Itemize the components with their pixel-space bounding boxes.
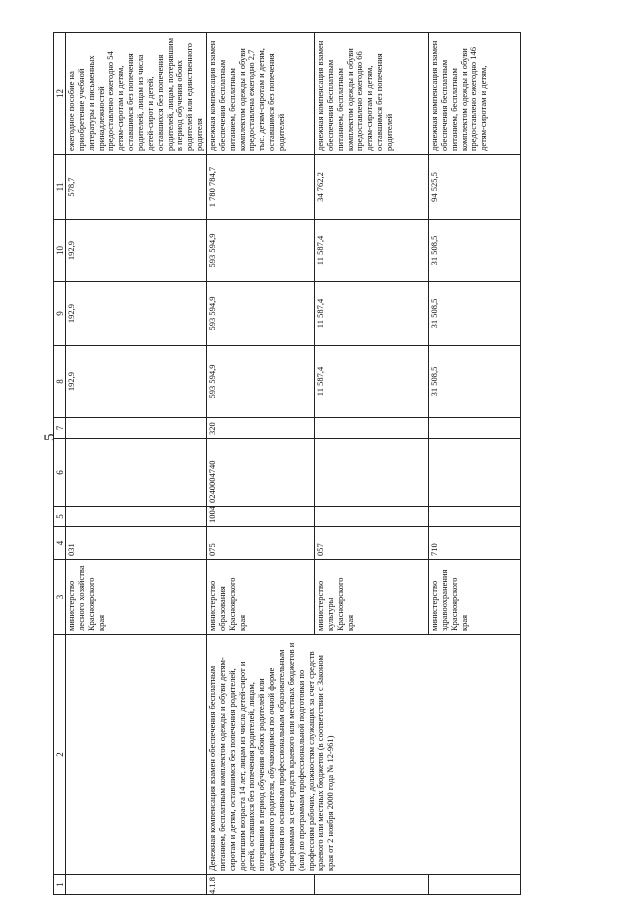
ministry-cell: министерство здравоохранения Красноярского края (429, 560, 521, 635)
grbs-cell: 710 (429, 527, 521, 560)
ministry-cell: министерство образования Красноярского края (207, 560, 315, 635)
header-cell: 6 (54, 439, 66, 507)
value-cell: 11 587,4 (315, 346, 429, 418)
result-cell: денежная компенсация взамен обеспечения бесплатным питанием, бесплатным комплектом одежды и обуви предоставлено ежегодно 146 детям-сиротам и детям, (429, 33, 521, 155)
section-cell (66, 507, 207, 527)
expense-cell (66, 418, 207, 439)
value-cell: 192,9 (66, 282, 207, 346)
header-cell: 10 (54, 220, 66, 282)
row-number-cell (429, 875, 521, 895)
header-cell: 8 (54, 346, 66, 418)
header-cell: 1 (54, 875, 66, 895)
row-number-cell (66, 875, 207, 895)
section-cell (429, 507, 521, 527)
header-cell: 5 (54, 507, 66, 527)
grbs-cell: 075 (207, 527, 315, 560)
value-cell: 31 508,5 (429, 220, 521, 282)
budget-table (53, 32, 521, 895)
target-cell (315, 439, 429, 507)
value-cell: 593 594,9 (207, 220, 315, 282)
result-cell: денежная компенсация взамен обеспечения бесплатным питанием, бесплатным комплектом одежды и обуви предоставлена ежегодно 2,7 тыс. детям-сиротам и детям, оставшимся без попечения родителей (207, 33, 315, 155)
description-cell (66, 635, 207, 875)
description-cell: Денежная компенсация взамен обеспечения бесплатным питанием, бесплатным комплектом одежды и обуви детям-сиротам и детям, оставшимся без попечения родителей, достигшим возраста 14 лет, лицам из числа детей-сирот и детей, оставшихся без попечения родителей, лицам, потерявшим в период обучения обоих родителей или единственного родителя, обучающимся по очной форме обучения по основным профессиональным образовательным программам за счет средств краевого или местных бюджетов и (или) по программам профессиональной подготовки по профессиям рабочих, должностям служащих за счет средств краевого или местных бюджетов (в соответствии с Законом края от 2 ноября 2000 года № 12-961) (207, 635, 521, 875)
result-cell: денежная компенсация взамен обеспечения бесплатным питанием, бесплатным комплектом одежды и обуви предоставлено ежегодно 66 детям-сиротам и детям, оставшимся без попечения родителей (315, 33, 429, 155)
header-cell: 4 (54, 527, 66, 560)
ministry-cell: министерство культуры Красноярского края (315, 560, 429, 635)
value-cell: 31 508,5 (429, 346, 521, 418)
total-cell: 34 762,2 (315, 155, 429, 220)
header-cell: 3 (54, 560, 66, 635)
page-number: 5 (42, 433, 58, 441)
header-cell: 2 (54, 635, 66, 875)
section-cell (315, 507, 429, 527)
row-number-cell (315, 875, 429, 895)
total-cell: 578,7 (66, 155, 207, 220)
header-cell: 11 (54, 155, 66, 220)
value-cell: 11 587,4 (315, 282, 429, 346)
header-cell: 9 (54, 282, 66, 346)
value-cell: 192,9 (66, 220, 207, 282)
rotated-table-container (53, 33, 583, 895)
expense-cell: 320 (207, 418, 315, 439)
header-row (54, 33, 66, 895)
value-cell: 31 508,5 (429, 282, 521, 346)
total-cell: 1 780 784,7 (207, 155, 315, 220)
ministry-cell: министерство лесного хозяйства Красноярского края (66, 560, 207, 635)
table-row (66, 33, 207, 895)
value-cell: 192,9 (66, 346, 207, 418)
row-number-cell: 4.1.8 (207, 875, 315, 895)
target-cell (66, 439, 207, 507)
expense-cell (315, 418, 429, 439)
value-cell: 11 587,4 (315, 220, 429, 282)
grbs-cell: 057 (315, 527, 429, 560)
grbs-cell: 031 (66, 527, 207, 560)
target-cell (429, 439, 521, 507)
value-cell: 593 594,9 (207, 282, 315, 346)
header-cell: 12 (54, 33, 66, 155)
target-cell: 0240004740 (207, 439, 315, 507)
value-cell: 593 594,9 (207, 346, 315, 418)
result-cell: ежегодное пособие на приобретение учебной литературы и письменных принадлежностей предоставлено ежегодно 54 детям-сиротам и детям, оставшимся без попечения родителей, лицам из числа детей-сирот и детей, оставшихся без попечения родителей, лицам, потерявшим в период обучения обоих родителей или единственного родителя (66, 33, 207, 155)
expense-cell (429, 418, 521, 439)
total-cell: 94 525,5 (429, 155, 521, 220)
header-cell: 7 (54, 418, 66, 439)
section-cell: 1004 (207, 507, 315, 527)
table-row (207, 33, 315, 895)
